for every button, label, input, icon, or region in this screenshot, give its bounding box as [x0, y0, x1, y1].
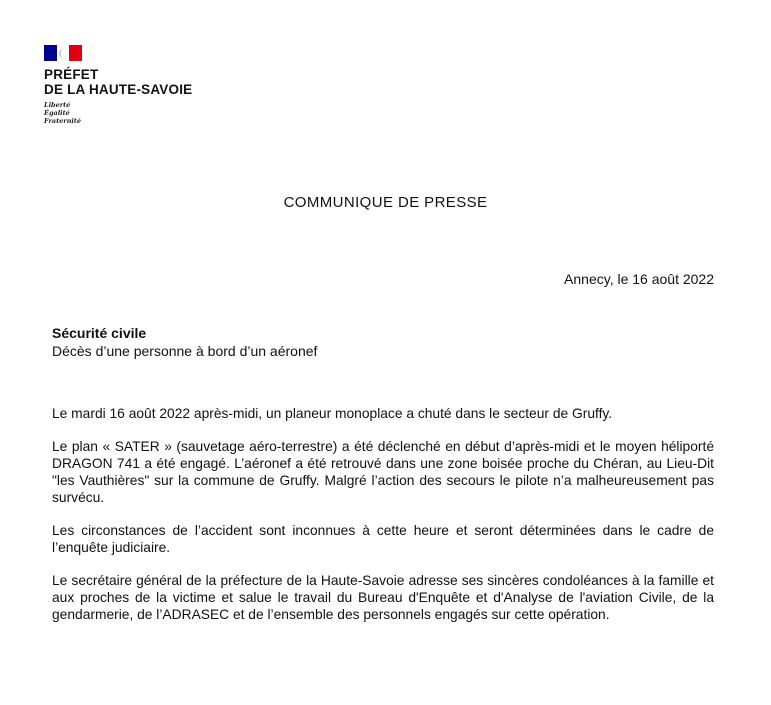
republic-motto	[44, 101, 192, 125]
place-and-date: Annecy, le 16 août 2022	[564, 271, 714, 287]
motto-egalite: Égalité	[44, 109, 70, 117]
prefecture-name	[44, 67, 192, 97]
paragraph: Le mardi 16 août 2022 après-midi, un planeur monoplace a chuté dans le secteur de Gruffy.	[52, 406, 613, 421]
press-release-body	[52, 405, 714, 639]
section-title: Sécurité civile	[52, 325, 147, 341]
motto-liberte: Liberté	[44, 101, 71, 109]
paragraph: Le secrétaire général de la préfecture de la Haute-Savoie adresse ses sincères condoléances à la famille et aux proches de la victime et salue le travail du Bureau d'Enquête et d'Analyse de l'aviation Civile, de la gendarmerie, de l’ADRASEC et de l’ensemble des personnels engagés sur cette opération.	[52, 573, 714, 622]
prefect-line-1: PRÉFET	[44, 67, 99, 82]
document-title: COMMUNIQUE DE PRESSE	[283, 194, 488, 211]
prefecture-logo	[44, 45, 192, 125]
prefect-line-2: DE LA HAUTE-SAVOIE	[44, 82, 193, 97]
section-subtitle: Décès d’une personne à bord d’un aéronef	[52, 343, 318, 359]
motto-fraternite: Fraternité	[44, 117, 82, 125]
french-flag-marianne-icon	[44, 45, 82, 61]
paragraph: Le plan « SATER » (sauvetage aéro-terrestre) a été déclenché en début d’après-midi et le moyen héliporté DRAGON 741 a été engagé. L’aéronef a été retrouvé dans une zone boisée proche du Chéran, au Lieu-Dit "les Vauthières" sur la commune de Gruffy. Malgré l’action des secours le pilote n’a malheureusement pas survécu.	[52, 439, 714, 505]
paragraph: Les circonstances de l’accident sont inconnues à cette heure et seront déterminées dans le cadre de l’enquête judiciaire.	[52, 523, 714, 555]
